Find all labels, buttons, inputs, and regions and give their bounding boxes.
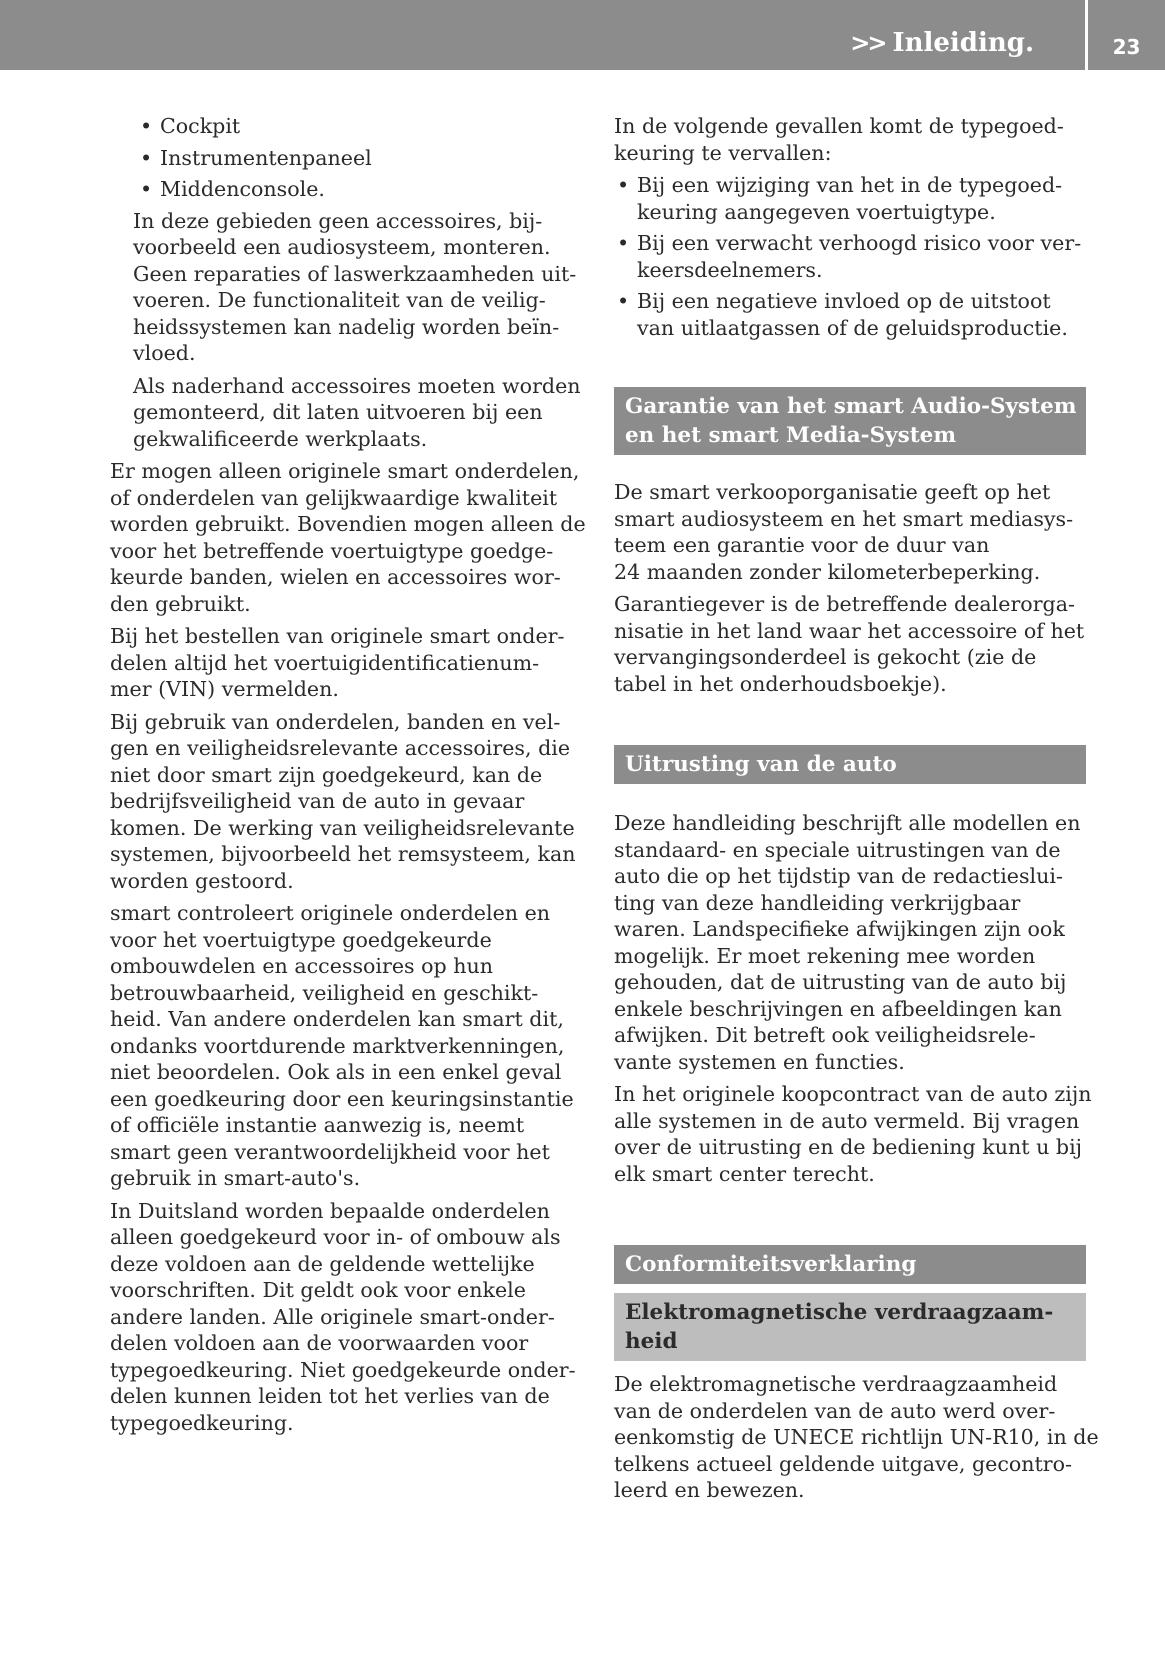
paragraph: De elektromagnetische verdraagzaamheid van de onderdelen van de auto werd over- eenkomstig de UNECE richtlijn UN-R10, in de telkens actueel geldende uitgave, gecontro- leerd en bewezen. <box>614 1372 1099 1502</box>
paragraph: Bij gebruik van onderdelen, banden en vel- gen en veiligheidsrelevante accessoires, die niet door smart zijn goedgekeurd, kan de bedrijfsveiligheid van de auto in gevaar komen. De werking van veiligheidsrelevante systemen, bijvoorbeeld het remsysteem, kan worden gestoord. <box>110 709 576 893</box>
list-item: • Middenconsole. <box>140 177 325 201</box>
paragraph: In het originele koopcontract van de auto zijn alle systemen in de auto vermeld. Bij vragen over de uitrusting en de bediening kunt u bij elk smart center terecht. <box>614 1082 1092 1186</box>
area-list <box>137 113 590 203</box>
bullet-icon: • <box>617 173 630 197</box>
chapter-title <box>850 23 1034 63</box>
list-item: • Bij een negatieve invloed op de uitstoot van uitlaatgassen of de geluidsproductie. <box>617 289 1068 340</box>
paragraph: smart controleert originele onderdelen en voor het voertuigtype goedgekeurde ombouwdelen en accessoires op hun betrouwbaarheid, veiligheid en geschikt- heid. Van andere onderdelen kan smart dit, ondanks voortdurende marktverkenningen, niet beoordelen. Ook als in een enkel geval een goedkeuring door een keuringsinstantie of officiële instantie aanwezig is, neemt smart geen verantwoordelijkheid voor het gebruik in smart-auto's. <box>110 901 574 1190</box>
section-heading-conformiteit: Conformiteitsverklaring <box>614 1245 1086 1284</box>
list-item: • Bij een wijziging van het in de typegoed- keuring aangegeven voertuigtype. <box>617 173 1063 224</box>
bullet-icon: • <box>617 231 630 255</box>
list-item: • Bij een verwacht verhoogd risico voor ver- keersdeelnemers. <box>617 231 1082 282</box>
bullet-icon: • <box>617 289 630 313</box>
intro-paragraph: In de volgende gevallen komt de typegoed- keuring te vervallen: <box>614 114 1064 165</box>
subsection-heading-emc: Elektromagnetische verdraagzaam- heid <box>614 1293 1086 1361</box>
paragraph: Garantiegever is de betreffende dealerorga- nisatie in het land waar het accessoire of het vervangingsonderdeel is gekocht (zie de tabel in het onderhoudsboekje). <box>614 592 1085 696</box>
indented-paragraph: Als naderhand accessoires moeten worden gemonteerd, dit laten uitvoeren bij een gekwalificeerde werkplaats. <box>133 373 581 451</box>
page-number: 23 <box>1112 35 1141 59</box>
bullet-icon: • <box>140 177 153 201</box>
paragraph: Deze handleiding beschrijft alle modellen en standaard- en speciale uitrustingen van de auto die op het tijdstip van de redactieslui- ting van deze handleiding verkrijgbaar waren. Landspecifieke afwijkingen zijn ook mogelijk. Er moet rekening mee worden gehouden, dat de uitrusting van de auto bij enkele beschrijvingen en afbeeldingen kan afwijken. Dit betreft ook veiligheidsrele- vante systemen en functies. <box>614 811 1081 1074</box>
bullet-icon: • <box>140 114 153 138</box>
bullet-icon: • <box>140 145 153 170</box>
indented-paragraph: In deze gebieden geen accessoires, bij- voorbeeld een audiosysteem, monteren. Geen reparaties of laswerkzaamheden uit- voeren. De functionaliteit van de veilig- heidssystemen kan nadelig worden beïn- vloed. <box>133 208 577 365</box>
list-item: • Cockpit <box>140 114 241 138</box>
voiding-conditions-list <box>614 172 1086 341</box>
left-column <box>110 113 590 1442</box>
paragraph: Bij het bestellen van originele smart onder- delen altijd het voertuigidentificatienum- mer (VIN) vermelden. <box>110 624 565 701</box>
page-header <box>0 0 1165 70</box>
paragraph: In Duitsland worden bepaalde onderdelen alleen goedgekeurd voor in- of ombouw als deze voldoen aan de geldende wettelijke voorschriften. Dit geldt ook voor enkele andere landen. Alle originele smart-onder- delen voldoen aan de voorwaarden voor typegoedkeuring. Niet goedgekeurde onder- delen kunnen leiden tot het verlies van de typegoedkeuring. <box>110 1198 576 1435</box>
chapter-title-text: Inleiding. <box>892 28 1034 58</box>
section-heading-uitrusting: Uitrusting van de auto <box>614 745 1086 784</box>
paragraph: Er mogen alleen originele smart onderdelen, of onderdelen van gelijkwaardige kwaliteit worden gebruikt. Bovendien mogen alleen de voor het betreffende voertuigtype goedge- keurde banden, wielen en accessoires wor- den gebruikt. <box>110 459 586 616</box>
list-item: • Instrumentenpaneel <box>140 145 372 170</box>
right-column <box>614 113 1099 1510</box>
section-heading-garantie: Garantie van het smart Audio-System en het smart Media-System <box>614 387 1086 455</box>
paragraph: De smart verkooporganisatie geeft op het smart audiosysteem en het smart mediasys- teem een garantie voor de duur van 24 maanden zonder kilometerbeperking. <box>614 480 1074 584</box>
chevron-right-icon: >> <box>850 28 885 57</box>
